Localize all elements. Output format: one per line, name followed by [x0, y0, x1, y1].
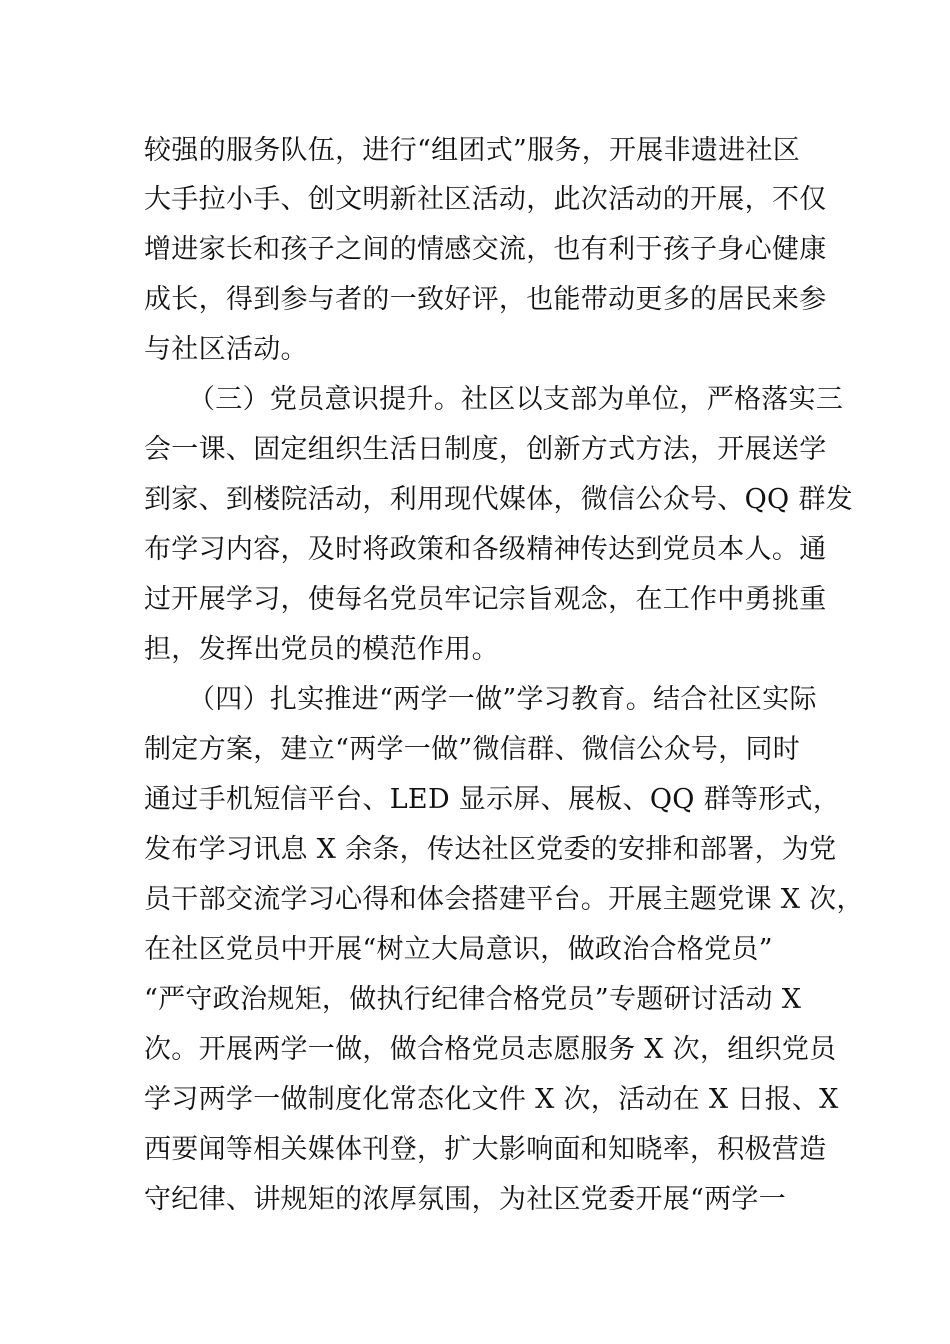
- text-line: 次。开展两学一做，做合格党员志愿服务 X 次，组织党员: [144, 1034, 837, 1065]
- text-line: 成长，得到参与者的一致好评，也能带动更多的居民来参: [144, 284, 827, 315]
- text-line: 增进家长和孩子之间的情感交流，也有利于孩子身心健康: [144, 234, 827, 265]
- text-line: 与社区活动。: [144, 334, 308, 365]
- text-line: 会一课、固定组织生活日制度，创新方式方法，开展送学: [144, 434, 827, 465]
- text-line: 制定方案，建立“两学一做”微信群、微信公众号，同时: [144, 734, 801, 765]
- text-line: 到家、到楼院活动，利用现代媒体，微信公众号、QQ 群发: [144, 484, 853, 515]
- text-line: 通过手机短信平台、LED 显示屏、展板、QQ 群等形式，: [144, 784, 841, 815]
- text-line: 在社区党员中开展“树立大局意识，做政治合格党员”: [144, 934, 773, 965]
- text-line: 担，发挥出党员的模范作用。: [144, 634, 499, 665]
- text-line: 较强的服务队伍，进行“组团式”服务，开展非遗进社区: [144, 135, 801, 166]
- text-line: “严守政治规矩，做执行纪律合格党员”专题研讨活动 X: [144, 984, 802, 1015]
- text-line: 学习两学一做制度化常态化文件 X 次，活动在 X 日报、X: [144, 1084, 839, 1115]
- paragraph-start-line: （四）扎实推进“两学一做”学习教育。结合社区实际: [188, 684, 817, 715]
- paragraph-start-line: （三）党员意识提升。社区以支部为单位，严格落实三: [188, 384, 844, 415]
- text-line: 员干部交流学习心得和体会搭建平台。开展主题党课 X 次，: [144, 884, 864, 915]
- text-line: 守纪律、讲规矩的浓厚氛围，为社区党委开展“两学一: [144, 1184, 787, 1215]
- text-line: 发布学习讯息 X 余条，传达社区党委的安排和部署，为党: [144, 834, 837, 865]
- text-line: 大手拉小手、创文明新社区活动，此次活动的开展，不仅: [144, 184, 827, 215]
- text-line: 西要闻等相关媒体刊登，扩大影响面和知晓率，积极营造: [144, 1134, 827, 1165]
- text-line: 过开展学习，使每名党员牢记宗旨观念，在工作中勇挑重: [144, 584, 827, 615]
- text-line: 布学习内容，及时将政策和各级精神传达到党员本人。通: [144, 534, 827, 565]
